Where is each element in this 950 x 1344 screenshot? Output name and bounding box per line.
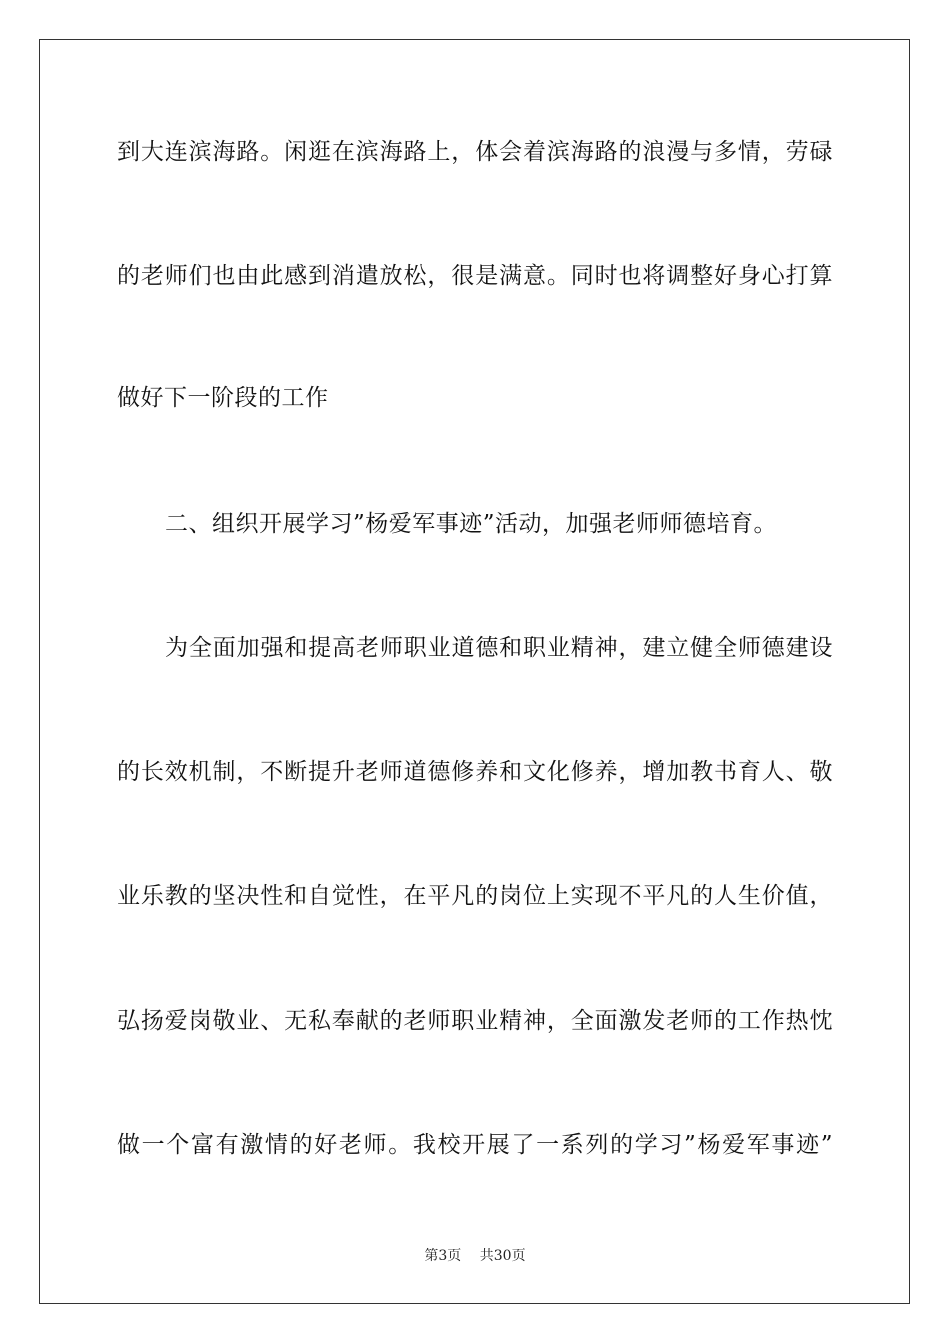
body-line-3: 做好下一阶段的工作 (117, 385, 329, 411)
body-line-5: 为全面加强和提高老师职业道德和职业精神，建立健全师德建设 (165, 635, 833, 661)
body-line-7: 业乐教的坚决性和自觉性，在平凡的岗位上实现不平凡的人生价值， (117, 883, 833, 909)
body-line-6: 的长效机制，不断提升老师道德修养和文化修养，增加教书育人、敬 (117, 759, 833, 785)
page-total: 共30页 (479, 1248, 526, 1264)
page-number: 第3页 (424, 1248, 462, 1264)
section-heading: 二、组织开展学习”杨爱军事迹”活动，加强老师师德培育。 (165, 511, 778, 537)
page-footer (0, 1246, 950, 1266)
body-line-8: 弘扬爱岗敬业、无私奉献的老师职业精神，全面激发老师的工作热忱 (117, 1008, 833, 1034)
body-line-9: 做一个富有激情的好老师。我校开展了一系列的学习”杨爱军事迹” (117, 1132, 833, 1158)
page-border (39, 39, 910, 1304)
body-line-2: 的老师们也由此感到消遣放松，很是满意。同时也将调整好身心打算 (117, 263, 833, 289)
body-line-1: 到大连滨海路。闲逛在滨海路上，体会着滨海路的浪漫与多情，劳碌 (117, 139, 833, 165)
